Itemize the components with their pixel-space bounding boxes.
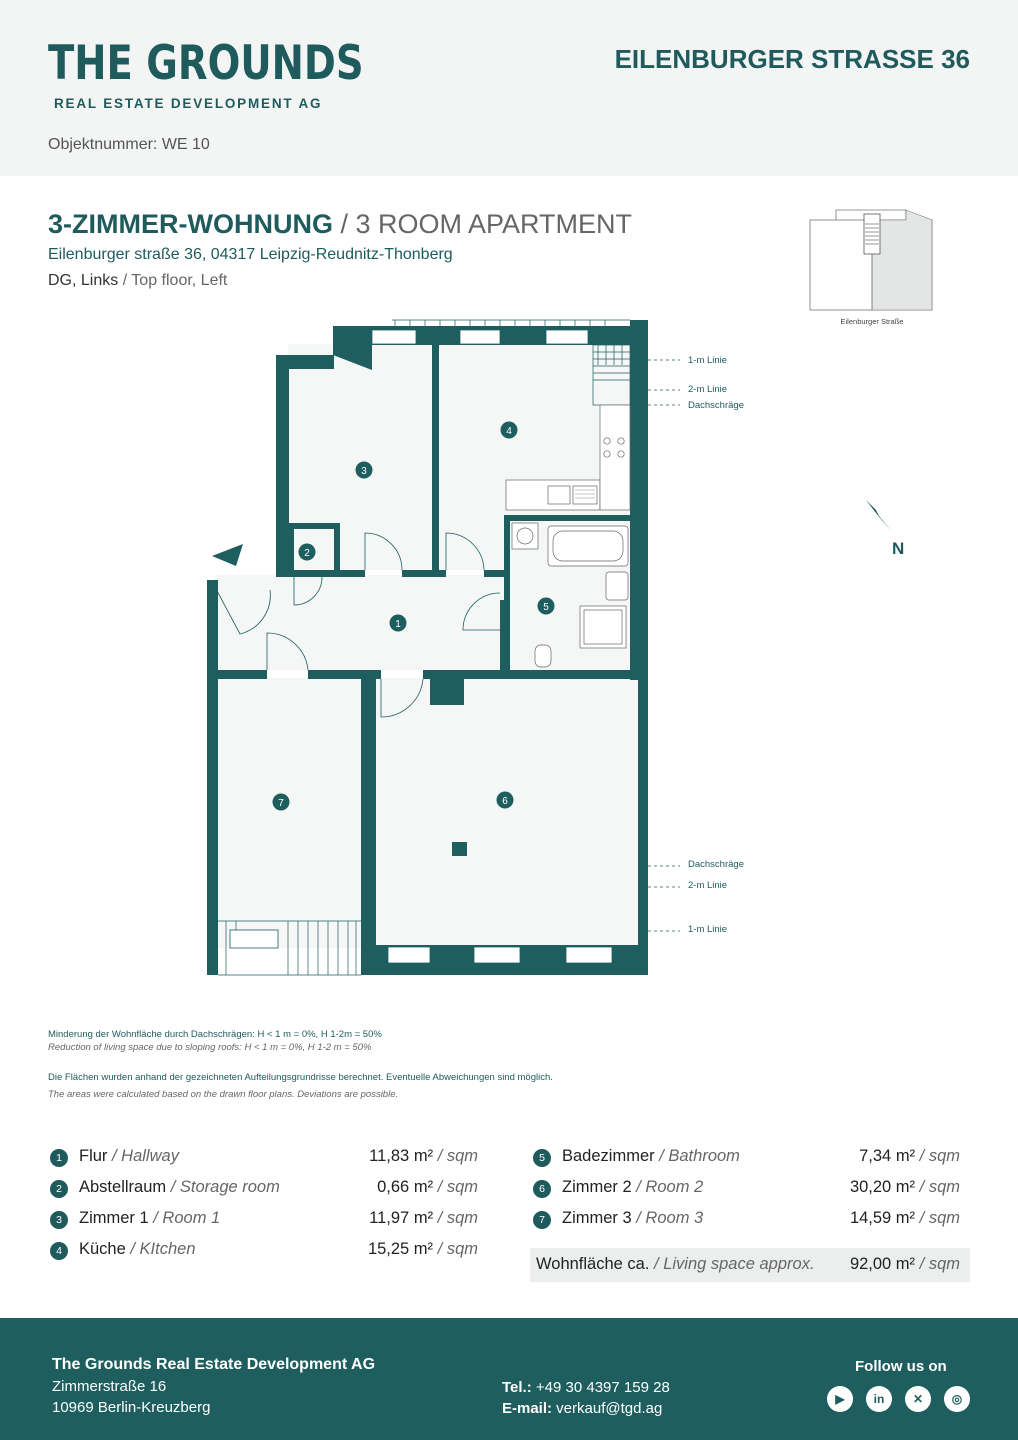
note-slope-en: Reduction of living space due to sloping roofs: H < 1 m = 0%, H 1-2 m = 50% xyxy=(48,1042,372,1053)
note-calc-en: The areas were calculated based on the drawn floor plans. Deviations are possible. xyxy=(48,1089,399,1100)
footer-phone[interactable] xyxy=(502,1379,670,1396)
apartment-title-sep: / xyxy=(332,209,356,239)
email-label: E-mail: xyxy=(502,1400,553,1417)
room-marker-6: 6 xyxy=(502,796,508,807)
logo-title: THE GROUNDS xyxy=(48,36,364,91)
room-marker-7: 7 xyxy=(278,798,284,809)
room-area-unit: / sqm xyxy=(433,1209,478,1227)
youtube-icon[interactable]: ▶ xyxy=(827,1386,853,1412)
room-marker-5: 5 xyxy=(543,602,549,613)
footer-company: The Grounds Real Estate Development AG xyxy=(52,1356,376,1373)
label-2m-bottom: 2-m Linie xyxy=(688,880,728,891)
note-calc-de: Die Flächen wurden anhand der gezeichneten Aufteilungsgrundrisse berechnet. Eventuelle Abweichungen sind möglich. xyxy=(48,1072,553,1083)
email-address: verkauf@tgd.ag xyxy=(552,1400,663,1417)
room-badge: 5 xyxy=(533,1149,551,1167)
entrance-arrow-icon xyxy=(212,544,243,566)
north-arrow-icon xyxy=(858,496,912,560)
room-area-unit: / sqm xyxy=(915,1178,960,1196)
object-number: Objektnummer: WE 10 xyxy=(48,136,210,153)
room-area-unit: / sqm xyxy=(433,1240,478,1258)
room-area-unit: / sqm xyxy=(433,1147,478,1165)
room-name-en: / Hallway xyxy=(107,1147,179,1165)
phone-number: +49 30 4397 159 28 xyxy=(531,1379,670,1396)
room-area-unit: / sqm xyxy=(433,1178,478,1196)
label-slope-top: Dachschräge xyxy=(688,400,744,411)
total-area-unit: / sqm xyxy=(915,1255,960,1273)
floor-de: DG, Links xyxy=(48,272,119,289)
room-area: 11,97 m² xyxy=(369,1209,434,1227)
area-row xyxy=(50,1208,478,1232)
room-area-unit: / sqm xyxy=(915,1147,960,1165)
apartment-title-en: 3 ROOM APARTMENT xyxy=(355,209,633,239)
room-name-en: / Storage room xyxy=(166,1178,280,1196)
linkedin-icon[interactable]: in xyxy=(866,1386,892,1412)
room-name-en: / Room 1 xyxy=(148,1209,221,1227)
room-marker-2: 2 xyxy=(304,548,310,559)
room-badge: 1 xyxy=(50,1149,68,1167)
room-area-unit: / sqm xyxy=(915,1209,960,1227)
room-badge: 6 xyxy=(533,1180,551,1198)
room-badge: 7 xyxy=(533,1211,551,1229)
room-badge: 3 xyxy=(50,1211,68,1229)
floor-plan xyxy=(200,312,760,982)
footer xyxy=(0,1318,1018,1440)
room-name-en: / Bathroom xyxy=(654,1147,740,1165)
label-1m-bottom: 1-m Linie xyxy=(688,924,728,935)
room-name-de: Badezimmer xyxy=(562,1147,655,1165)
room-name-en: / Room 3 xyxy=(631,1209,704,1227)
room-marker-4: 4 xyxy=(506,426,512,437)
north-label: N xyxy=(892,539,905,558)
total-living-space xyxy=(530,1248,970,1282)
apartment-address: Eilenburger straße 36, 04317 Leipzig-Reudnitz-Thonberg xyxy=(48,246,453,263)
site-map-street-label: Eilenburger Straße xyxy=(840,317,904,326)
site-unit-highlight xyxy=(872,210,932,310)
area-row xyxy=(533,1177,960,1201)
area-row xyxy=(533,1208,960,1232)
room-marker-1: 1 xyxy=(395,619,401,630)
apartment-title xyxy=(48,209,632,240)
total-label-de: Wohnfläche ca. xyxy=(536,1255,650,1273)
total-area: 92,00 m² xyxy=(849,1255,916,1273)
follow-us-label: Follow us on xyxy=(855,1358,947,1375)
room-area: 0,66 m² xyxy=(377,1178,434,1196)
site-location-map xyxy=(806,206,938,328)
room-name-en: / KItchen xyxy=(125,1240,196,1258)
room-marker-3: 3 xyxy=(361,466,367,477)
room-name-de: Zimmer 3 xyxy=(562,1209,632,1227)
instagram-icon[interactable]: ◎ xyxy=(944,1386,970,1412)
phone-label: Tel.: xyxy=(502,1379,532,1396)
note-slope-de: Minderung der Wohnfläche durch Dachschrägen: H < 1 m = 0%, H 1-2m = 50% xyxy=(48,1029,382,1040)
floor-info xyxy=(48,272,227,290)
room-area: 15,25 m² xyxy=(367,1240,434,1258)
room-area: 7,34 m² xyxy=(859,1147,916,1165)
header xyxy=(0,0,1018,176)
room-name-de: Zimmer 1 xyxy=(79,1209,149,1227)
room-area: 30,20 m² xyxy=(849,1178,916,1196)
room-area: 11,83 m² xyxy=(369,1147,434,1165)
roof-lines xyxy=(648,360,680,931)
apartment-title-de: 3-ZIMMER-WOHNUNG xyxy=(48,209,333,239)
logo-subtitle: REAL ESTATE DEVELOPMENT AG xyxy=(54,96,323,111)
total-label-en: / Living space approx. xyxy=(649,1255,815,1273)
room-badge: 4 xyxy=(50,1242,68,1260)
area-row xyxy=(533,1146,960,1170)
label-slope-bottom: Dachschräge xyxy=(688,859,744,870)
footer-city: 10969 Berlin-Kreuzberg xyxy=(52,1399,211,1416)
area-row xyxy=(50,1239,478,1263)
label-2m-top: 2-m Linie xyxy=(688,384,728,395)
xing-icon[interactable]: ✕ xyxy=(905,1386,931,1412)
room-name-en: / Room 2 xyxy=(631,1178,704,1196)
floor-en: / Top floor, Left xyxy=(118,272,228,289)
area-row xyxy=(50,1177,478,1201)
room-name-de: Flur xyxy=(79,1147,108,1165)
footer-street: Zimmerstraße 16 xyxy=(52,1378,167,1395)
room-name-de: Zimmer 2 xyxy=(562,1178,632,1196)
room-name-de: Küche xyxy=(79,1240,126,1258)
room-name-de: Abstellraum xyxy=(79,1178,167,1196)
street-title: EILENBURGER STRASSE 36 xyxy=(614,44,970,74)
area-row xyxy=(50,1146,478,1170)
label-1m-top: 1-m Linie xyxy=(688,355,728,366)
room-area: 14,59 m² xyxy=(849,1209,916,1227)
footer-email[interactable] xyxy=(502,1400,662,1417)
room-badge: 2 xyxy=(50,1180,68,1198)
